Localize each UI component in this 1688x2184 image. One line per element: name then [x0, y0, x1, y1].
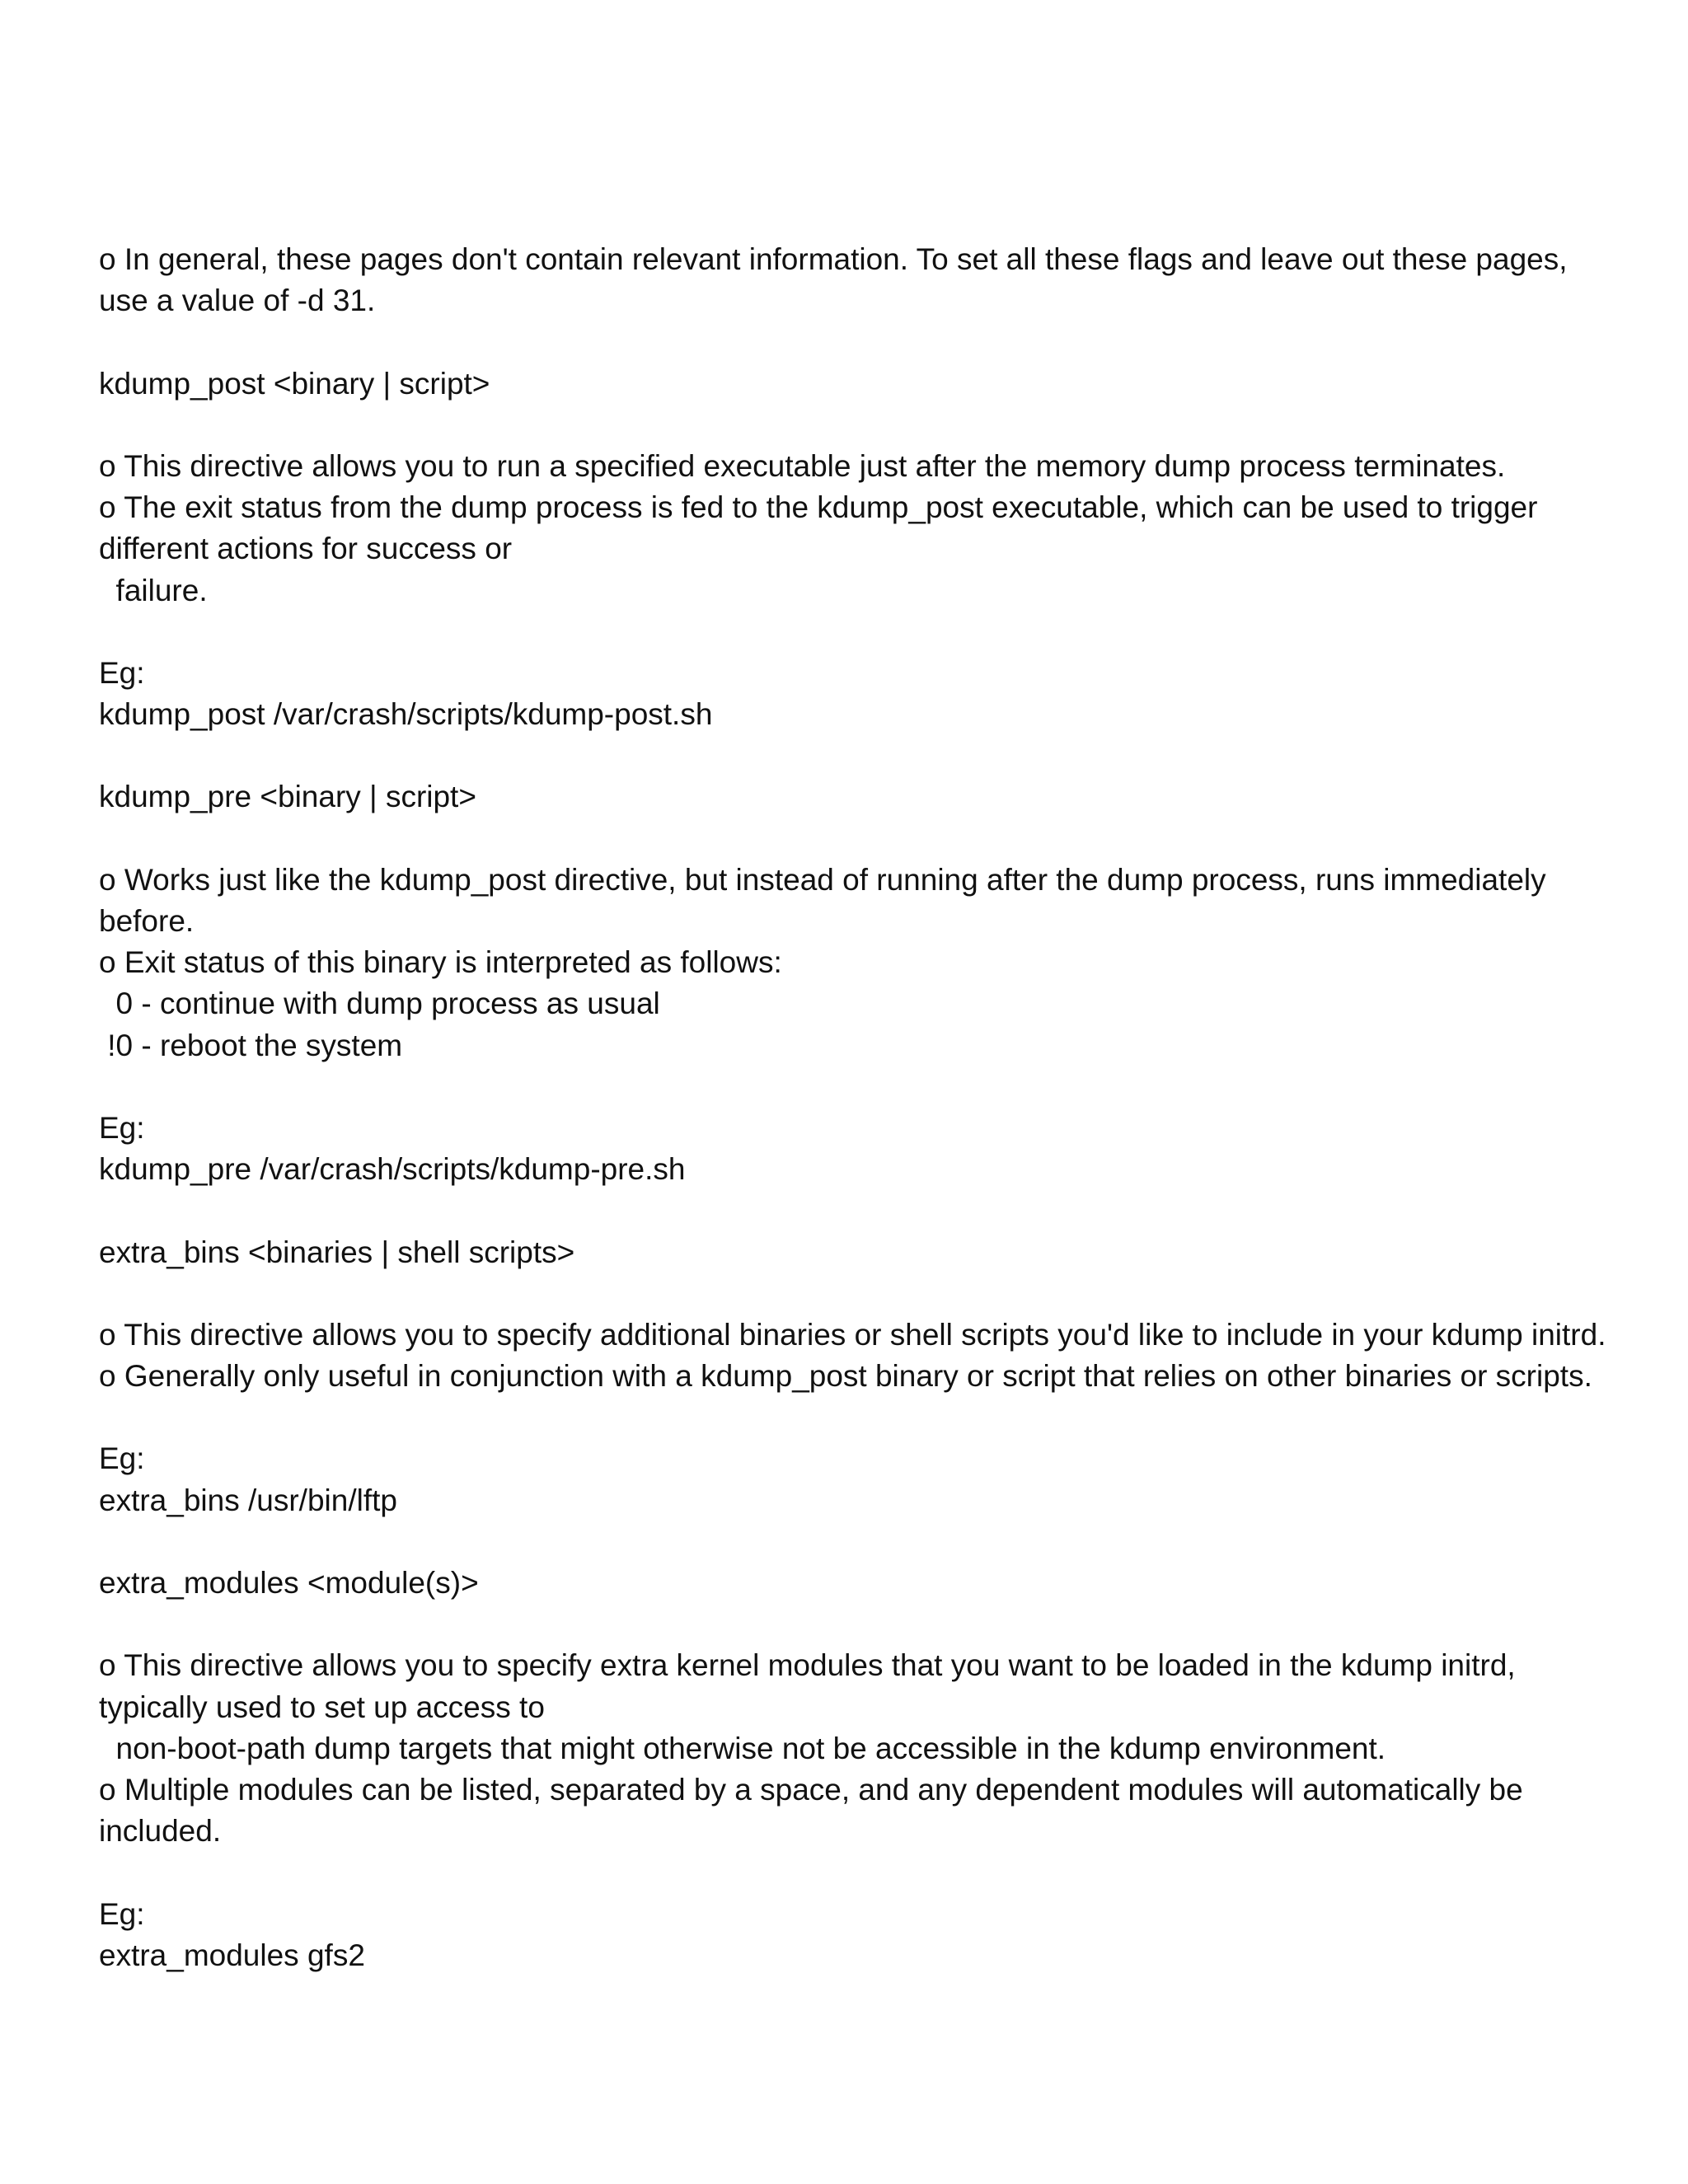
blank-line [99, 735, 1615, 776]
blank-line [99, 612, 1615, 653]
blank-line [99, 1066, 1615, 1108]
text-line: o Works just like the kdump_post directive, but instead of running after the dump process, runs immediately [99, 862, 1546, 897]
text-line: Eg: [99, 655, 145, 690]
text-line: o This directive allows you to specify extra kernel modules that you want to be loaded in the kdump initrd, [99, 1648, 1516, 1683]
blank-line [99, 1521, 1615, 1563]
text-line: !0 - reboot the system [99, 1028, 403, 1062]
text-line: typically used to set up access to [99, 1690, 545, 1724]
text-line: o This directive allows you to specify additional binaries or shell scripts you'd like to include in your kdump initrd. [99, 1317, 1606, 1352]
text-line: kdump_post <binary | script> [99, 366, 490, 401]
text-line: extra_modules <module(s)> [99, 1566, 479, 1600]
text-line: failure. [99, 573, 208, 607]
text-line: o Generally only useful in conjunction with a kdump_post binary or script that relies on other binaries or scripts. [99, 1359, 1592, 1394]
text-line: Eg: [99, 1441, 145, 1476]
blank-line [99, 1273, 1615, 1315]
blank-line [99, 405, 1615, 446]
text-line: 0 - continue with dump process as usual [99, 987, 660, 1021]
blank-line [99, 1852, 1615, 1893]
text-line: kdump_pre /var/crash/scripts/kdump-pre.sh [99, 1152, 686, 1187]
text-line: non-boot-path dump targets that might otherwise not be accessible in the kdump environment. [99, 1731, 1386, 1765]
text-line: before. [99, 904, 195, 938]
text-line: extra_bins /usr/bin/lftp [99, 1483, 397, 1517]
blank-line [99, 818, 1615, 860]
text-line: included. [99, 1814, 222, 1849]
text-line: o Exit status of this binary is interpreted as follows: [99, 945, 782, 980]
text-line: kdump_pre <binary | script> [99, 780, 476, 814]
blank-line [99, 321, 1615, 363]
text-line: Eg: [99, 1110, 145, 1145]
blank-line [99, 1397, 1615, 1438]
text-line: o The exit status from the dump process is fed to the kdump_post executable, which can be used to trigger [99, 490, 1538, 525]
text-line: use a value of -d 31. [99, 284, 376, 318]
text-line: o In general, these pages don't contain relevant information. To set all these flags and leave out these pages, [99, 242, 1568, 276]
text-line: extra_modules gfs2 [99, 1938, 365, 1972]
text-line: extra_bins <binaries | shell scripts> [99, 1235, 575, 1269]
blank-line [99, 1604, 1615, 1645]
text-line: o Multiple modules can be listed, separated by a space, and any dependent modules will automatically be [99, 1772, 1523, 1807]
text-line: kdump_post /var/crash/scripts/kdump-post.sh [99, 697, 713, 732]
text-line: o This directive allows you to run a specified executable just after the memory dump process terminates. [99, 448, 1506, 483]
text-line: Eg: [99, 1896, 145, 1931]
text-line: different actions for success or [99, 532, 513, 566]
document-body [99, 239, 1615, 1976]
blank-line [99, 1190, 1615, 1231]
